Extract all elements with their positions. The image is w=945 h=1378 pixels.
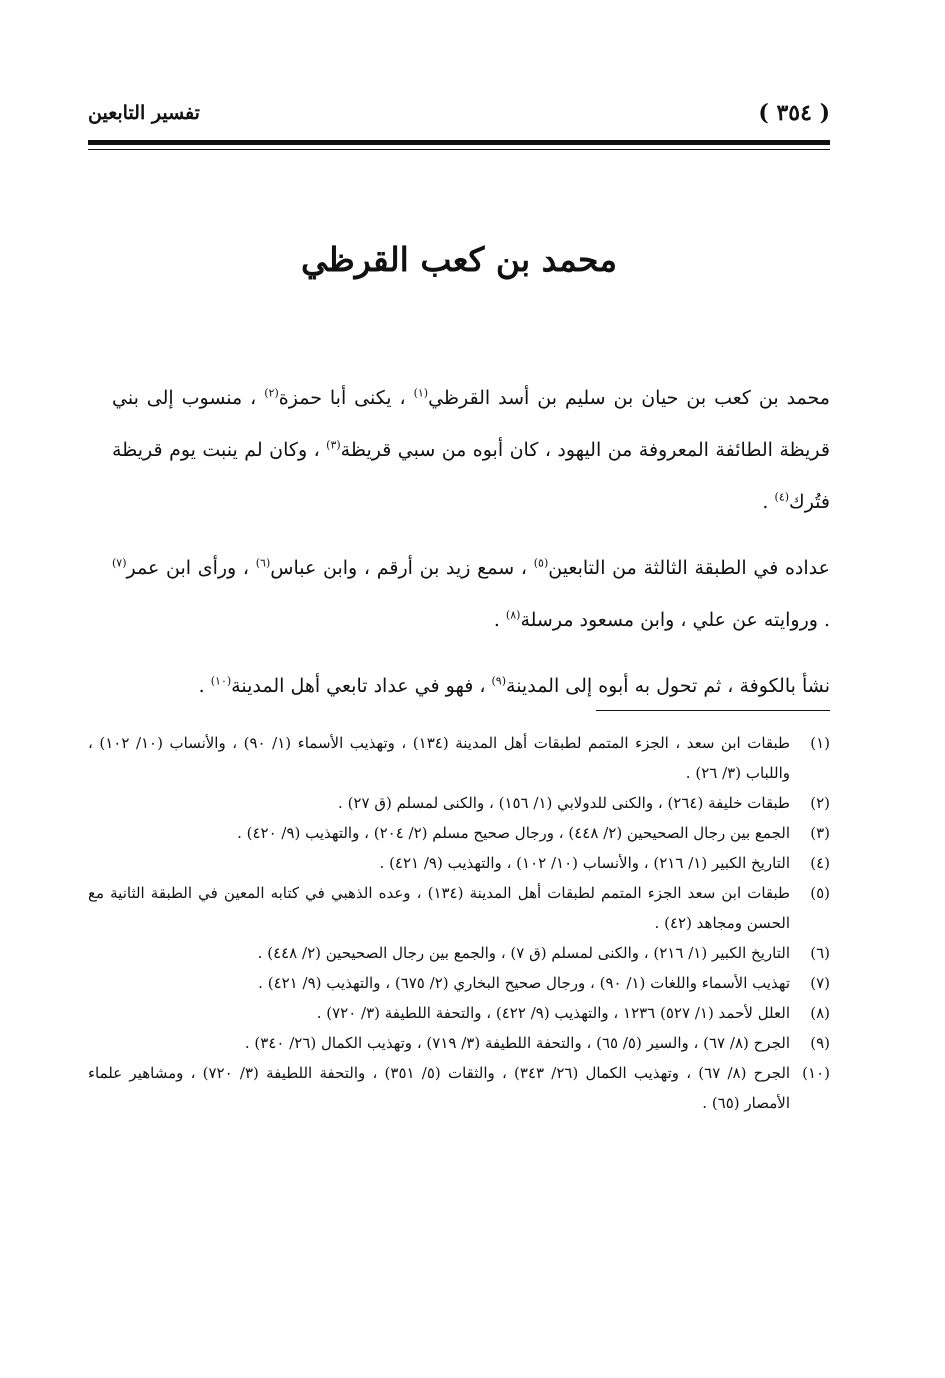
footnote-number: (١) <box>810 734 830 752</box>
text-segment: . <box>493 609 506 631</box>
text-segment: ، سمع زيد بن أرقم ، وابن عباس <box>270 557 534 579</box>
text-segment: . <box>198 675 211 697</box>
footnote-text: طبقات خليفة (٢٦٤) ، والكنى للدولابي (١/ ١٥٦) ، والكنى لمسلم (ق ٢٧) . <box>338 794 790 812</box>
footnote <box>88 878 830 938</box>
header-rule-thick <box>88 140 830 145</box>
body-paragraph <box>112 660 830 712</box>
footnote-ref: (٨) <box>505 608 521 622</box>
footnote-number: (٩) <box>810 1034 830 1052</box>
footnote-number: (٥) <box>810 884 830 902</box>
chapter-title: محمد بن كعب القرظي <box>300 240 618 279</box>
footnote <box>88 1058 830 1118</box>
footnote-ref: (٤) <box>774 490 790 504</box>
footnote-ref: (٦) <box>255 556 271 570</box>
footnote <box>88 938 830 968</box>
footnote-text: طبقات ابن سعد الجزء المتمم لطبقات أهل المدينة (١٣٤) ، وعده الذهبي في كتابه المعين في الطبقة الثانية مع الحسن ومجاهد (٤٢) . <box>88 884 790 932</box>
footnote-ref: (٣) <box>326 438 341 452</box>
page-number: ( ٣٥٤ ) <box>758 100 830 126</box>
text-segment: عداده في الطبقة الثالثة من التابعين <box>548 557 830 579</box>
footnote <box>88 1028 830 1058</box>
footnote <box>88 788 830 818</box>
footnote-text: الجمع بين رجال الصحيحين (٢/ ٤٤٨) ، ورجال صحيح مسلم (٢/ ٢٠٤) ، والتهذيب (٩/ ٤٢٠) . <box>237 824 790 842</box>
text-segment: ، منسوب إلى بني قريظة الطائفة المعروفة من اليهود ، كان أبوه من سبي قريظة <box>112 387 830 461</box>
text-segment: ، يكنى أبا حمزة <box>278 387 414 409</box>
running-title: تفسير التابعين <box>88 102 200 124</box>
footnote-number: (٧) <box>810 974 830 992</box>
footnote <box>88 818 830 848</box>
header-rule-thin <box>88 149 830 150</box>
footnote-separator <box>596 710 830 711</box>
footnote-text: التاريخ الكبير (١/ ٢١٦) ، والكنى لمسلم (ق ٧) ، والجمع بين رجال الصحيحين (٢/ ٤٤٨) . <box>257 944 790 962</box>
footnote-number: (١٠) <box>802 1064 830 1082</box>
text-segment: . وروايته عن علي ، وابن مسعود مرسلة <box>520 609 830 631</box>
footnote-ref: (١٠) <box>210 674 232 688</box>
footnote-ref: (٧) <box>112 556 127 570</box>
body-text <box>112 372 830 726</box>
body-paragraph <box>112 542 830 646</box>
footnote <box>88 728 830 788</box>
footnote-number: (٤) <box>810 854 830 872</box>
footnote-text: العلل لأحمد (١/ ٥٢٧) ١٢٣٦ ، والتهذيب (٩/ ٤٢٢) ، والتحفة اللطيفة (٣/ ٧٢٠) . <box>316 1004 790 1022</box>
footnote-ref: (١) <box>413 386 429 400</box>
footnote <box>88 998 830 1028</box>
footnotes <box>88 728 830 1118</box>
footnote-number: (٢) <box>810 794 830 812</box>
footnote-text: الجرح (٨/ ٦٧) ، وتهذيب الكمال (٢٦/ ٣٤٣) ، والثقات (٥/ ٣٥١) ، والتحفة اللطيفة (٣/ ٧٢٠) ، ومشاهير علماء الأمصار (٦٥) . <box>88 1064 791 1112</box>
text-segment: . <box>762 491 775 513</box>
text-segment: محمد بن كعب بن حيان بن سليم بن أسد القرظي <box>428 387 830 409</box>
footnote-number: (٨) <box>810 1004 830 1022</box>
text-segment: ، وكان لم ينبت يوم قريظة فتُرك <box>112 439 830 513</box>
footnote-ref: (٩) <box>491 674 507 688</box>
page-header <box>88 100 830 134</box>
footnote-number: (٣) <box>810 824 830 842</box>
body-paragraph <box>112 372 830 528</box>
text-segment: ، فهو في عداد تابعي أهل المدينة <box>231 675 492 697</box>
footnote-text: طبقات ابن سعد ، الجزء المتمم لطبقات أهل المدينة (١٣٤) ، وتهذيب الأسماء (١/ ٩٠) ، والأنساب (١٠/ ١٠٢) ، واللباب (٣/ ٢٦) . <box>88 734 790 782</box>
text-segment: نشأ بالكوفة ، ثم تحول به أبوه إلى المدينة <box>506 675 830 697</box>
footnote-ref: (٥) <box>533 556 549 570</box>
footnote-text: تهذيب الأسماء واللغات (١/ ٩٠) ، ورجال صحيح البخاري (٢/ ٦٧٥) ، والتهذيب (٩/ ٤٢١) . <box>258 974 790 992</box>
footnote-ref: (٢) <box>264 386 279 400</box>
footnote-number: (٦) <box>810 944 830 962</box>
footnote-text: التاريخ الكبير (١/ ٢١٦) ، والأنساب (١٠/ ١٠٢) ، والتهذيب (٩/ ٤٢١) . <box>379 854 790 872</box>
footnote-text: الجرح (٨/ ٦٧) ، والسير (٥/ ٦٥) ، والتحفة اللطيفة (٣/ ٧١٩) ، وتهذيب الكمال (٢٦/ ٣٤٠) . <box>244 1034 790 1052</box>
footnote <box>88 848 830 878</box>
text-segment: ، ورأى ابن عمر <box>126 557 256 579</box>
footnote <box>88 968 830 998</box>
